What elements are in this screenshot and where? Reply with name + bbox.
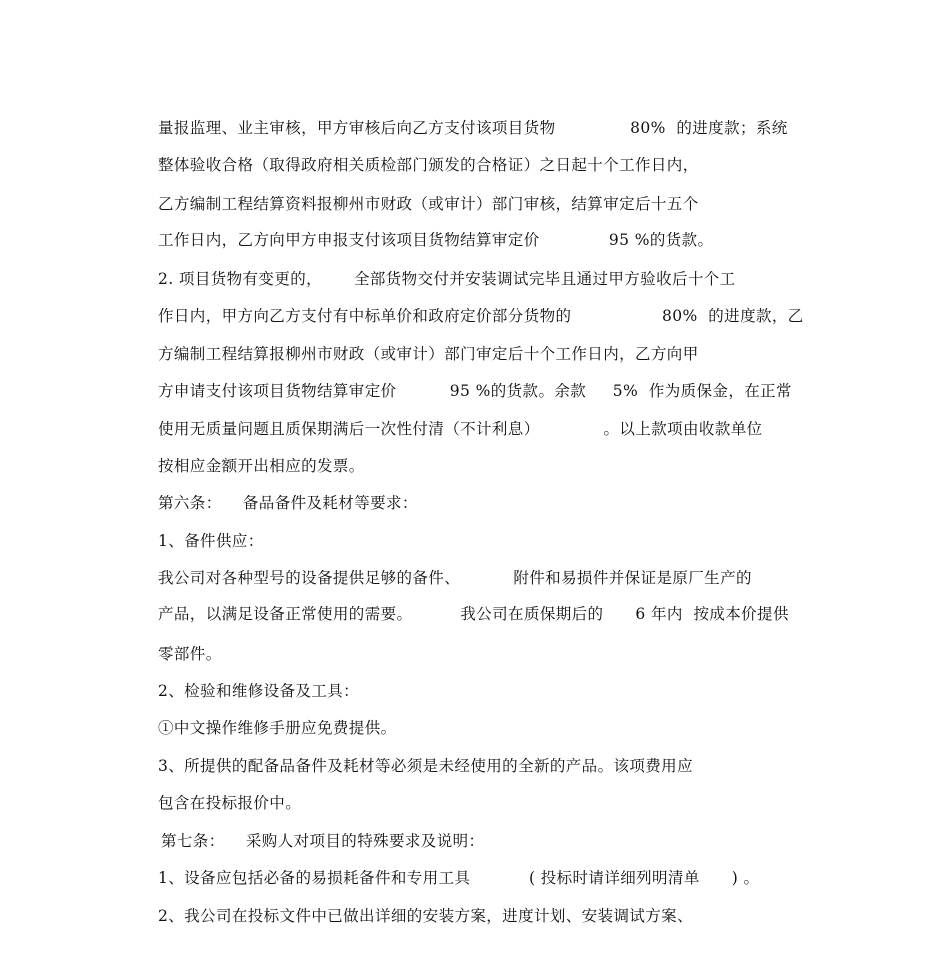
text-line: 零部件。 — [158, 645, 222, 663]
text-line: 包含在投标报价中。 — [158, 794, 302, 812]
text-line: 1、备件供应： — [158, 532, 264, 550]
text-line: 2. 项目货物有变更的， 全部货物交付并安装调试完毕且通过甲方验收后十个工 — [158, 270, 736, 288]
section-heading: 第七条： 采购人对项目的特殊要求及说明： — [161, 832, 485, 850]
text-line: 作日内，甲方向乙方支付有中标单价和政府定价部分货物的 80% 的进度款，乙 — [158, 307, 804, 325]
text-line: 整体验收合格（取得政府相关质检部门颁发的合格证）之日起十个工作日内， — [158, 156, 699, 174]
section-heading: 第六条： 备品备件及耗材等要求： — [158, 494, 418, 512]
text-line: 我公司对各种型号的设备提供足够的备件、 附件和易损件并保证是原厂生产的 — [158, 569, 752, 587]
text-line: 使用无质量问题且质保期满后一次性付清（不计利息） 。以上款项由收款单位 — [158, 420, 763, 438]
text-line: 按相应金额开出相应的发票。 — [158, 457, 365, 475]
text-line: 2、检验和维修设备及工具： — [158, 682, 360, 700]
text-line: 方申请支付该项目货物结算审定价 95 %的货款。余款 5% 作为质保金，在正常 — [158, 382, 792, 400]
text-line: 方编制工程结算报柳州市财政（或审计）部门审定后十个工作日内，乙方向甲 — [158, 345, 699, 363]
text-line: 量报监理、业主审核，甲方审核后向乙方支付该项目货物 80% 的进度款；系统 — [158, 119, 788, 137]
text-line: 乙方编制工程结算资料报柳州市财政（或审计）部门审核，结算审定后十五个 — [158, 195, 699, 213]
text-line: 2、我公司在投标文件中已做出详细的安装方案，进度计划、安装调试方案、 — [158, 907, 693, 925]
text-line: 3、所提供的配备品备件及耗材等必须是未经使用的全新的产品。该项费用应 — [158, 757, 693, 775]
text-line: 产品，以满足设备正常使用的需要。 我公司在质保期后的 6 年内 按成本价提供 — [158, 605, 789, 623]
text-line: 工作日内，乙方向甲方申报支付该项目货物结算审定价 95 %的货款。 — [158, 231, 714, 249]
text-line: ①中文操作维修手册应免费提供。 — [158, 719, 397, 737]
text-line: 1、设备应包括必备的易损耗备件和专用工具 ( 投标时请详细列明清单 ) 。 — [158, 869, 760, 887]
